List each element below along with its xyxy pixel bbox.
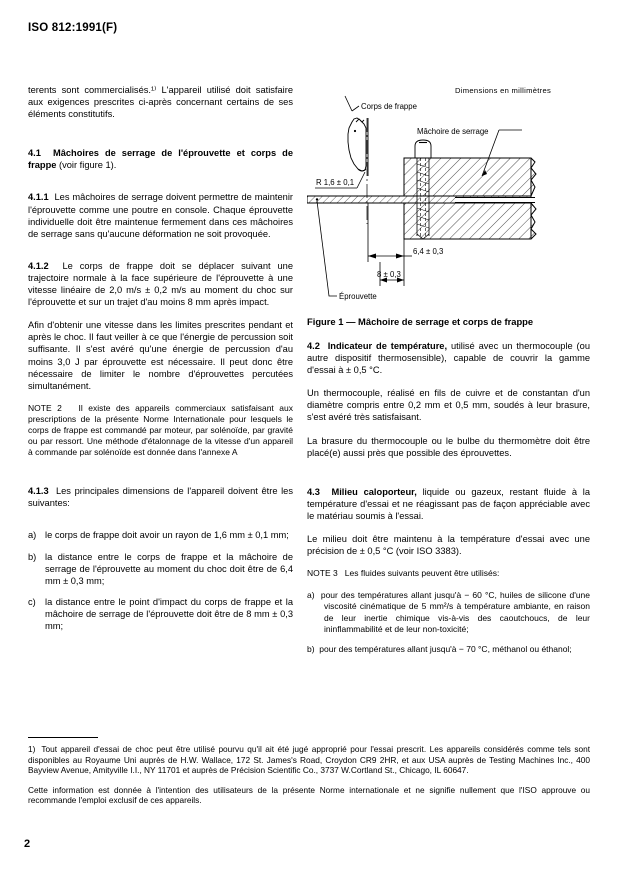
section-4-3-number: 4.3	[307, 486, 320, 497]
spacer	[307, 470, 590, 486]
list-item	[28, 551, 293, 587]
note-3-text: Les fluides suivants peuvent être utilisés:	[344, 568, 500, 579]
section-4-1-3-text: Les principales dimensions de l'appareil doivent être les suivantes:	[28, 486, 294, 509]
note-3-list-marker: b)	[307, 643, 315, 654]
note-3-list-text: pour des températures allant jusqu'à − 60 °C, huiles de silicone d'une viscosité cinématique de 5 mm²/s à température ambiante, en raison de leur inertie chimique vis-à-vis des caoutchoucs, de leur ininflammabilité et de leur non-toxicité;	[320, 590, 590, 634]
note-3-list-marker: a)	[307, 590, 315, 601]
section-4-2-number: 4.2	[307, 341, 320, 351]
section-4-3-title: Milieu caloporteur,	[331, 486, 417, 497]
footnote-separator	[28, 737, 98, 738]
section-4-2-paragraph	[307, 340, 590, 376]
section-4-1-3-number: 4.1.3	[28, 486, 49, 497]
dimension-64-arrow-left	[368, 254, 376, 259]
section-4-2-title: Indicateur de température,	[327, 341, 448, 351]
list-item-marker: b)	[28, 551, 37, 562]
section-4-1-1-paragraph	[28, 191, 293, 239]
section-4-1-1-text: Les mâchoires de serrage doivent permettre de maintenir l'éprouvette comme une poutre en console. Chaque éprouvette individuelle doit être maintenue fermement dans ces mâchoires de serrage sans qu'aucune déformation ne soit provoquée.	[28, 192, 293, 239]
specimen-strip	[307, 196, 535, 203]
list-item-text: la distance entre le corps de frappe et la mâchoire de serrage de l'éprouvette au moment du choc doit être de 6,4 mm ± 0,3 mm;	[45, 551, 293, 586]
document-header: ISO 812:1991(F)	[28, 22, 118, 34]
left-text-column	[28, 84, 293, 641]
section-4-3-text: liquide ou gazeux, restant fluide à la température d'essai et ne réagissant pas de façon appréciable avec le matériau soumis à l'essai.	[307, 486, 591, 521]
specimen-label: Éprouvette	[339, 292, 377, 301]
note-3	[307, 568, 590, 579]
dimension-8-label: 8 ± 0,3	[377, 270, 401, 279]
section-4-2-paragraph-2: Un thermocouple, réalisé en fils de cuivre et de constantan d'un diamètre compris entre 0,2 mm et 0,5 mm, soudés à leur brasure, s'est avéré très satisfaisant.	[307, 388, 590, 423]
note-2	[28, 403, 293, 458]
specimen-dot	[316, 198, 318, 200]
striker-label: Corps de frappe	[361, 102, 417, 111]
list-item	[28, 596, 293, 632]
section-4-1-2-paragraph-2: Afin d'obtenir une vitesse dans les limites prescrites pendant et après le choc. Il faut veiller à ce que l'énergie de percussion soit suffisante. Il s'est avéré qu'une énergie de percussion d'au moins 3,0 J par éprouvette est nécessaire. Il peut donc être nécessaire de limiter le nombre d'éprouvettes percutées simultanément.	[28, 320, 293, 391]
page-number: 2	[24, 838, 31, 850]
footnote-paragraph-2: Cette information est donnée à l'intention des utilisateurs de la présente Norme internationale et ne signifie nullement que l'ISO approuve ou recommande l'emploi exclusif de ces appareils.	[28, 784, 590, 806]
spacer	[28, 182, 293, 191]
section-4-1-suffix: (voir figure 1).	[56, 160, 117, 171]
dimension-64	[368, 203, 404, 262]
figure-1-caption: Figure 1 — Mâchoire de serrage et corps de frappe	[307, 316, 534, 327]
note-3-list-item	[307, 644, 590, 655]
list-item-marker: c)	[28, 596, 36, 607]
list-item-marker: a)	[28, 530, 37, 541]
note-2-label: NOTE 2	[28, 402, 62, 413]
list-item-text: le corps de frappe doit avoir un rayon de 1,6 mm ± 0,1 mm;	[45, 530, 289, 541]
spacer	[28, 469, 293, 485]
footnote-text-1: Tout appareil d'essai de choc peut être utilisé pourvu qu'il ait été jugé approprié pour l'essai prescrit. Les appareils considérés comme tels sont disponibles au Royaume Uni auprès de H.W. Wallace, 172 St. James's Road, Croydon CR9 2HR, et aux USA auprès de Testing Machines Inc., 400 Bayview Avenue, Amityville I.I., NY 11701 et auprès de Précision Scientific Co., 3737 W.Cortland St., Chicago, IL 60647.	[28, 744, 590, 776]
dimension-64-arrow-right	[396, 254, 404, 259]
footnote-block	[28, 744, 590, 815]
section-4-1-2-text: Le corps de frappe doit se déplacer suivant une trajectoire normale à la face supérieure de l'éprouvette à une vitesse linéaire de 2,0 m/s ± 0,2 m/s au moment du choc sur l'éprouvette et sur un trajet d'au moins 8 mm après impact.	[28, 260, 293, 308]
section-4-1-2-number: 4.1.2	[28, 260, 49, 271]
footnote-paragraph-1	[28, 744, 590, 776]
specimen-leader	[317, 201, 337, 296]
radius-label: R 1,6 ± 0,1	[316, 178, 355, 187]
spacer	[28, 251, 293, 260]
figure-1	[307, 84, 597, 314]
section-4-2-paragraph-3: La brasure du thermocouple ou le bulbe du thermomètre doit être placé(e) aussi près que possible des éprouvettes.	[307, 435, 590, 458]
jaw-block-lower	[404, 203, 536, 239]
section-4-2-text: utilisé avec un thermocouple (ou autre dispositif thermosensible), capable de couvrir la gamme d'essai à ± 0,5 °C.	[307, 341, 590, 376]
list-item	[28, 529, 293, 541]
section-4-3-paragraph	[307, 486, 590, 522]
section-4-1-2-paragraph	[28, 260, 293, 308]
section-4-1-number: 4.1	[28, 148, 41, 159]
section-4-3-paragraph-2: Le milieu doit être maintenu à la température d'essai avec une précision de ± 0,5 °C (voir ISO 3383).	[307, 534, 590, 557]
note-3-label: NOTE 3	[307, 568, 338, 579]
striker-dot	[354, 130, 356, 132]
figure-dimensions-note: Dimensions en millimètres	[455, 86, 552, 95]
section-4-1-1-number: 4.1.1	[28, 192, 49, 203]
spacer	[28, 131, 293, 147]
note-3-list-text: pour des températures allant jusqu'à − 70 °C, méthanol ou éthanol;	[319, 643, 572, 654]
note-3-list-item	[307, 590, 590, 634]
jaw-label: Mâchoire de serrage	[417, 127, 489, 136]
footnote-marker: 1)	[28, 744, 36, 754]
section-4-1-3-paragraph	[28, 485, 293, 509]
striker-body	[348, 118, 366, 171]
section-4-1-title: Mâchoires de serrage de l'éprouvette et corps de frappe	[28, 148, 293, 171]
striker-leader	[345, 96, 359, 111]
spacer	[28, 520, 293, 529]
note-2-text: Il existe des appareils commerciaux satisfaisant aux prescriptions de la présente Norme Internationale pour lesquels le corps de frappe est commandé par moteur, par solénoïde, par gravité ou par ressort. Une méthode d'étalonnage de la vitesse d'un appareil à commande par solénoïde est donnée dans l'annexe A	[28, 402, 294, 458]
figure-1-drawing	[307, 84, 597, 314]
list-item-text: la distance entre le point d'impact du corps de frappe et la mâchoire de serrage de l'éprouvette doit être de 8 mm ± 0,3 mm;	[45, 596, 293, 631]
right-text-column	[307, 340, 590, 664]
section-4-1-heading	[28, 147, 293, 171]
dimension-64-label: 6,4 ± 0,3	[413, 247, 444, 256]
paragraph-intro: terents sont commercialisés.¹⁾ L'appareil utilisé doit satisfaire aux exigences prescrites ci-après concernant certains de ses éléments constitutifs.	[28, 85, 293, 120]
